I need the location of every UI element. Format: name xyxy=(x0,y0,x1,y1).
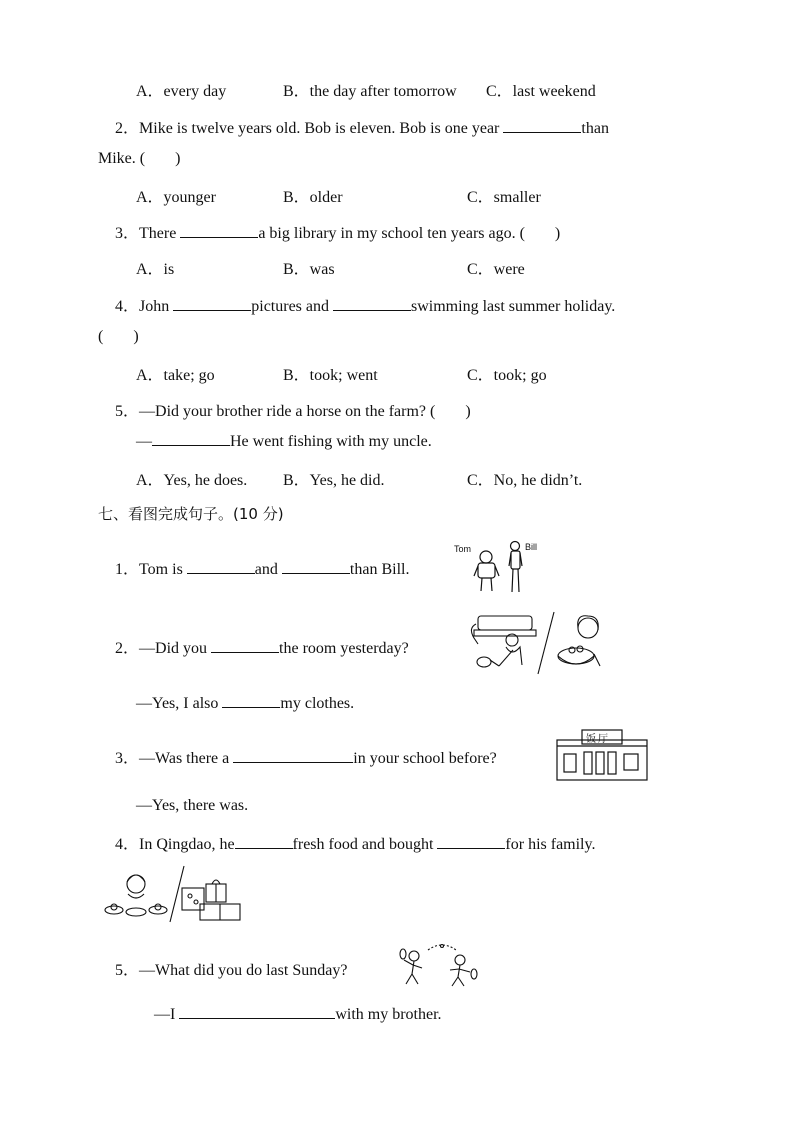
s7-q4-text-after: for his family. xyxy=(505,836,596,853)
q3-text-after: a big library in my school ten years ago. ( xyxy=(258,225,525,242)
q2-number: 2． xyxy=(115,120,140,137)
q2-option-a: A．younger xyxy=(136,189,216,206)
q5-option-a: A．Yes, he does. xyxy=(136,472,248,489)
q5-close-paren: ) xyxy=(465,403,471,420)
q4-option-c: C．took; go xyxy=(467,367,547,384)
s7-q1-text-before: Tom is xyxy=(139,561,183,578)
q2-text-before: Mike is twelve years old. Bob is eleven. Bob is one year xyxy=(139,120,500,137)
q4-open-paren: ( xyxy=(98,328,104,345)
q1-option-a: A．every day xyxy=(136,83,227,100)
s7-q1-number: 1． xyxy=(115,561,140,578)
q4-text-after: swimming last summer holiday. xyxy=(411,298,616,315)
s7-q3-text-after: in your school before? xyxy=(353,750,497,767)
s7-q2-answer xyxy=(136,695,354,713)
q4-line2 xyxy=(98,328,139,346)
q3-option-c: C．were xyxy=(467,261,525,278)
q5-question xyxy=(115,398,471,421)
q3-line xyxy=(115,220,560,243)
dining-hall-illustration xyxy=(556,728,648,782)
badminton-illustration xyxy=(398,940,482,990)
dining-hall-sign: 饭厅 xyxy=(586,734,610,745)
s7-q1-line xyxy=(115,556,409,579)
s7-q2-text-after: the room yesterday? xyxy=(279,640,409,657)
q3-option-b: B．was xyxy=(283,261,335,278)
q2-close-paren: ) xyxy=(175,150,181,167)
s7-q4-blank-1[interactable] xyxy=(235,847,293,849)
q1-option-c: C．last weekend xyxy=(486,83,596,100)
q2-mike: Mike. ( xyxy=(98,150,146,167)
s7-q2-question xyxy=(115,635,409,658)
s7-q3-text-before: —Was there a xyxy=(139,750,230,767)
tom-label: Tom xyxy=(454,544,472,554)
s7-q4-text-mid: fresh food and bought xyxy=(292,836,434,853)
s7-q4-blank-2[interactable] xyxy=(437,847,505,849)
q2-line2 xyxy=(98,150,180,168)
q3-number: 3． xyxy=(115,225,140,242)
s7-q2-blank-1[interactable] xyxy=(211,651,279,653)
q1-option-b: B．the day after tomorrow xyxy=(283,83,457,100)
s7-q2-blank-2[interactable] xyxy=(222,706,280,708)
q4-line1 xyxy=(115,293,615,316)
s7-q3-question xyxy=(115,745,497,768)
q5-question-text: —Did your brother ride a horse on the farm? ( xyxy=(139,403,436,420)
q4-text-before: John xyxy=(139,298,170,315)
bill-label: Bill xyxy=(525,542,538,552)
s7-q3-blank[interactable] xyxy=(233,761,353,763)
s7-q1-text-after: than Bill. xyxy=(349,561,410,578)
q5-blank[interactable] xyxy=(152,444,230,446)
q4-option-b: B．took; went xyxy=(283,367,378,384)
q3-close-paren: ) xyxy=(554,225,561,242)
tom-bill-illustration xyxy=(452,538,552,596)
q4-close-paren: ) xyxy=(133,328,139,345)
s7-q5-question xyxy=(115,957,347,980)
q2-option-b: B．older xyxy=(283,189,343,206)
cleaning-washing-illustration xyxy=(466,610,608,676)
q4-text-mid: pictures and xyxy=(251,298,329,315)
q2-option-c: C．smaller xyxy=(467,189,541,206)
s7-q4-text-before: In Qingdao, he xyxy=(139,836,235,853)
q5-number: 5． xyxy=(115,403,140,420)
s7-q1-blank-1[interactable] xyxy=(187,572,255,574)
s7-q2-answer-after: my clothes. xyxy=(280,695,355,712)
s7-q1-text-mid: and xyxy=(254,561,278,578)
s7-q3-number: 3． xyxy=(115,750,140,767)
q5-dash: — xyxy=(136,433,152,450)
s7-q5-answer-before: —I xyxy=(154,1006,176,1023)
q5-option-b: B．Yes, he did. xyxy=(283,472,385,489)
q4-number: 4． xyxy=(115,298,140,315)
q5-answer-after: He went fishing with my uncle. xyxy=(230,433,432,450)
q3-blank[interactable] xyxy=(180,236,258,238)
q5-option-c: C．No, he didn’t. xyxy=(467,472,583,489)
q5-answer xyxy=(136,433,432,451)
q2-text-after: than xyxy=(581,120,609,137)
s7-q3-answer: —Yes, there was. xyxy=(136,797,249,814)
s7-q5-question-text: —What did you do last Sunday? xyxy=(139,962,348,979)
q4-blank-1[interactable] xyxy=(173,309,251,311)
q2-line1 xyxy=(115,115,609,138)
q4-blank-2[interactable] xyxy=(333,309,411,311)
q3-text-before: There xyxy=(139,225,177,242)
q3-option-a: A．is xyxy=(136,261,175,278)
s7-q1-blank-2[interactable] xyxy=(282,572,350,574)
s7-q2-text-before: —Did you xyxy=(139,640,208,657)
s7-q2-answer-before: —Yes, I also xyxy=(136,695,219,712)
s7-q4-line xyxy=(115,831,595,854)
q2-blank[interactable] xyxy=(503,131,581,133)
s7-q5-answer-after: with my brother. xyxy=(335,1006,442,1023)
s7-q4-number: 4． xyxy=(115,836,140,853)
food-gifts-illustration xyxy=(102,864,244,924)
s7-q5-number: 5． xyxy=(115,962,140,979)
s7-q5-blank[interactable] xyxy=(179,1017,335,1019)
s7-q5-answer xyxy=(154,1006,442,1024)
q4-option-a: A．take; go xyxy=(136,367,215,384)
s7-q2-number: 2． xyxy=(115,640,140,657)
section7-heading: 七、看图完成句子。(10 分) xyxy=(98,505,284,523)
